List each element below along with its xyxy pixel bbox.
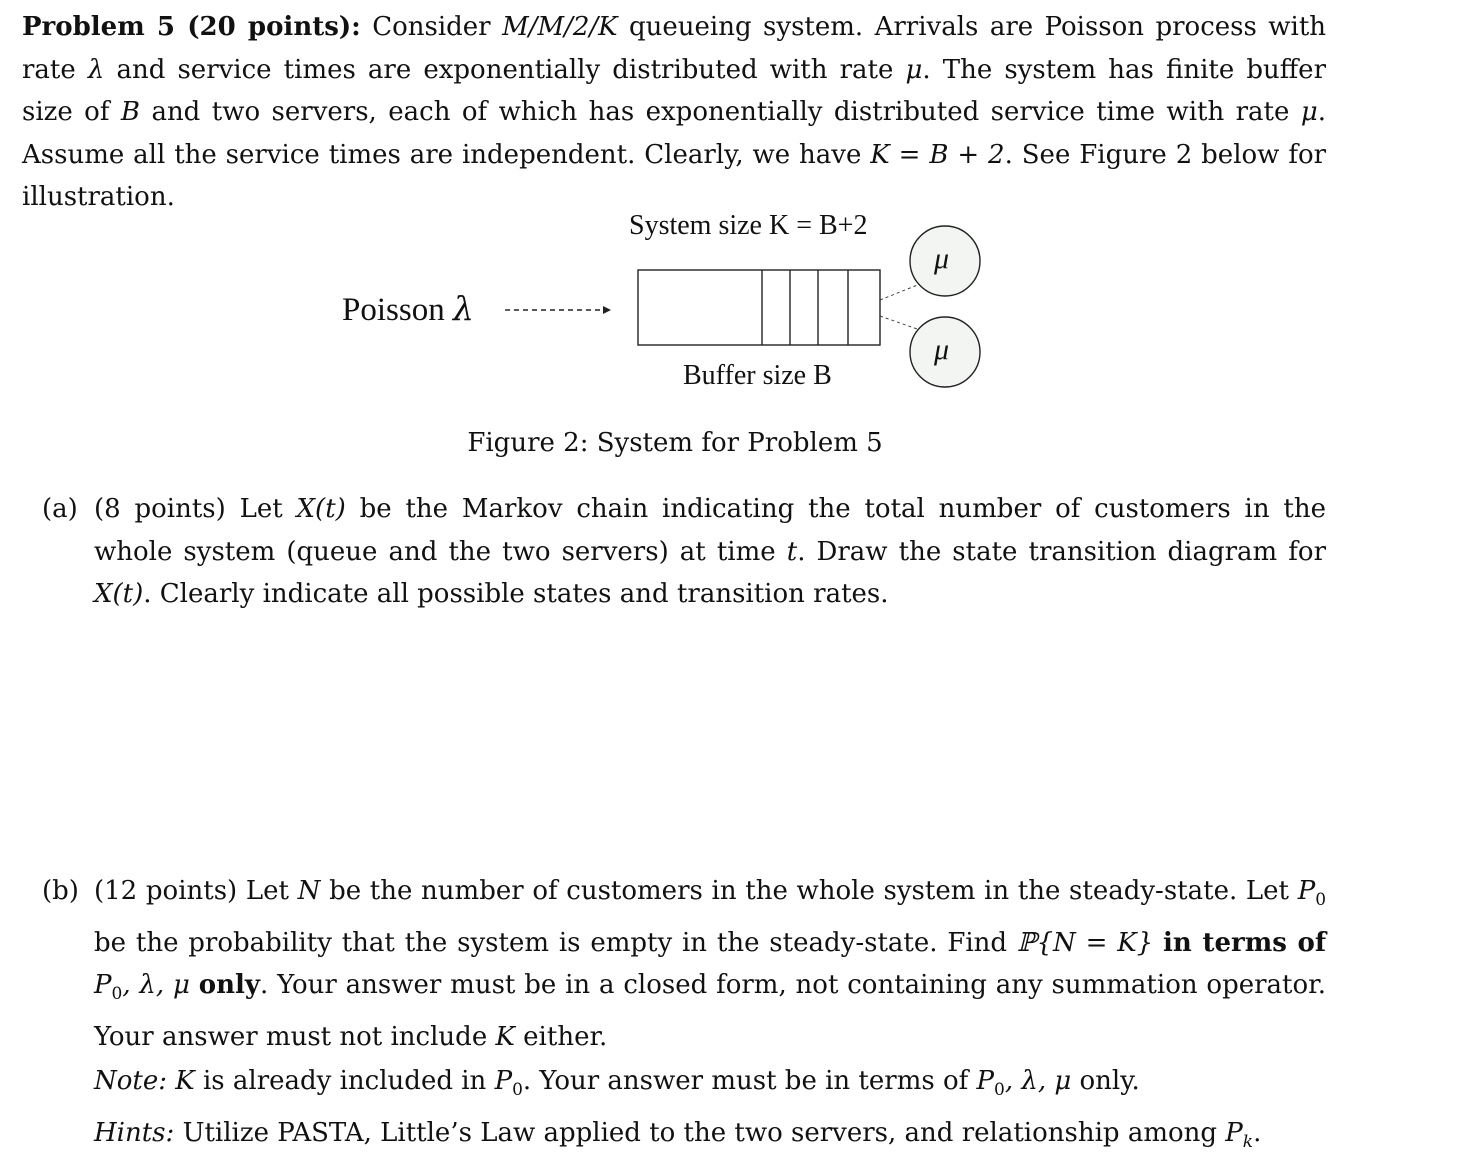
part-b-tag: (b) <box>42 876 79 906</box>
link-server-top <box>880 284 920 300</box>
part-b-points: (12 points) Let <box>94 876 289 906</box>
part-a-X-2: X(t) <box>94 579 144 610</box>
lambda-symbol: λ <box>87 54 105 85</box>
arrival-arrowhead <box>603 306 611 314</box>
part-a-text-3: . Clearly indicate all possible states and transition rates. <box>143 579 889 610</box>
system-size-equation: K = B + 2 <box>870 139 1005 170</box>
part-b <box>42 870 1326 1059</box>
note-P0 <box>494 1066 523 1101</box>
note-P0-subscript-2: 0 <box>994 1080 1005 1101</box>
intro-text-7: . See Figure 2 below for illustration. <box>22 139 1327 213</box>
note-params: , λ, μ <box>1004 1066 1072 1096</box>
note-label: Note: <box>94 1066 167 1096</box>
note-text: is already included in <box>202 1066 487 1096</box>
note-P0-2 <box>976 1066 1005 1101</box>
P-symbol: P <box>1297 876 1316 906</box>
part-a-tag: (a) <box>42 494 78 524</box>
problem-heading: Problem 5 (20 points): <box>22 12 361 42</box>
buffer-symbol: B <box>120 97 140 128</box>
intro-text-4: . The system has finite buffer size of <box>22 54 1326 128</box>
note-and-hints <box>94 1060 1334 1164</box>
note-P-symbol-2: P <box>976 1066 994 1096</box>
part-a-X: X(t) <box>296 494 346 524</box>
part-a-text-1: be the Markov chain indicating the total number of customers in the whole system (queue and the two servers) at time <box>94 494 1327 567</box>
note-K: K <box>175 1066 195 1096</box>
part-b-P0 <box>1297 876 1327 911</box>
mu-symbol-2: μ <box>1300 97 1318 128</box>
part-b-text-1: be the number of customers in the whole system in the steady-state. Let <box>329 876 1290 906</box>
poisson-lambda: λ <box>452 289 474 328</box>
part-b-text-4: either. <box>523 1022 608 1053</box>
part-b-N: N <box>297 876 321 906</box>
part-a-points: (8 points) Let <box>94 494 283 524</box>
intro-text-3: and service times are exponentially distributed with rate <box>116 54 894 85</box>
link-server-bottom <box>880 316 920 330</box>
intro-text-1: Consider <box>372 12 491 42</box>
note-only: only. <box>1079 1066 1140 1096</box>
server-top-label: μ <box>934 242 950 275</box>
part-b-bold-1: in terms of <box>1163 927 1327 958</box>
part-b-P0-2 <box>94 970 123 1005</box>
mu-symbol: μ <box>905 54 923 85</box>
hints-text: Utilize PASTA, Little’s Law applied to the two servers, and relationship among <box>182 1117 1218 1148</box>
figure-caption: Figure 2: System for Problem 5 <box>467 428 883 458</box>
intro-text-5: and two servers, each of which has exponentially distributed service time with rate <box>151 97 1290 128</box>
note-P-symbol: P <box>494 1066 513 1096</box>
intro-text-2: queueing system. Arrivals are Poisson process with rate <box>22 12 1327 85</box>
part-a-t: t <box>786 536 798 567</box>
P0-subscript: 0 <box>1315 890 1327 911</box>
part-b-params: , λ, μ <box>122 970 190 1001</box>
buffer-box <box>638 270 880 345</box>
part-b-bold-2: only <box>198 970 260 1001</box>
server-bottom-label: μ <box>934 333 950 366</box>
hints-label: Hints: <box>94 1117 175 1148</box>
Pk-symbol: P <box>1225 1117 1243 1148</box>
part-b-text-3: . Your answer must be in a closed form, not containing any summation operator. Your answer must not include <box>94 970 1326 1053</box>
buffer-size-label: Buffer size B <box>683 360 832 391</box>
part-a-text-2: . Draw the state transition diagram for <box>797 536 1327 567</box>
Pk-subscript: k <box>1242 1131 1254 1152</box>
note-P0-subscript: 0 <box>512 1080 523 1101</box>
model-notation: M/M/2/K <box>502 12 618 42</box>
hints-line <box>94 1112 1334 1164</box>
part-a-body <box>94 488 1326 616</box>
note-text-2: . Your answer must be in terms of <box>522 1066 969 1096</box>
intro-text-6: . Assume all the service times are independent. Clearly, we have <box>22 97 1327 170</box>
poisson-label <box>342 289 474 329</box>
part-a <box>42 488 1326 616</box>
part-b-probability: ℙ{N = K} <box>1016 927 1154 958</box>
note-line <box>94 1060 1334 1112</box>
P0-subscript-2: 0 <box>111 984 123 1005</box>
P-symbol-2: P <box>94 970 112 1001</box>
hints-Pk <box>1225 1117 1254 1152</box>
part-b-text-2: be the probability that the system is empty in the steady-state. Find <box>94 927 1008 958</box>
hints-end: . <box>1253 1117 1262 1148</box>
part-b-K: K <box>495 1022 515 1053</box>
poisson-text: Poisson <box>342 292 445 328</box>
part-b-body <box>94 870 1326 1059</box>
system-size-label: System size K = B+2 <box>629 210 868 241</box>
